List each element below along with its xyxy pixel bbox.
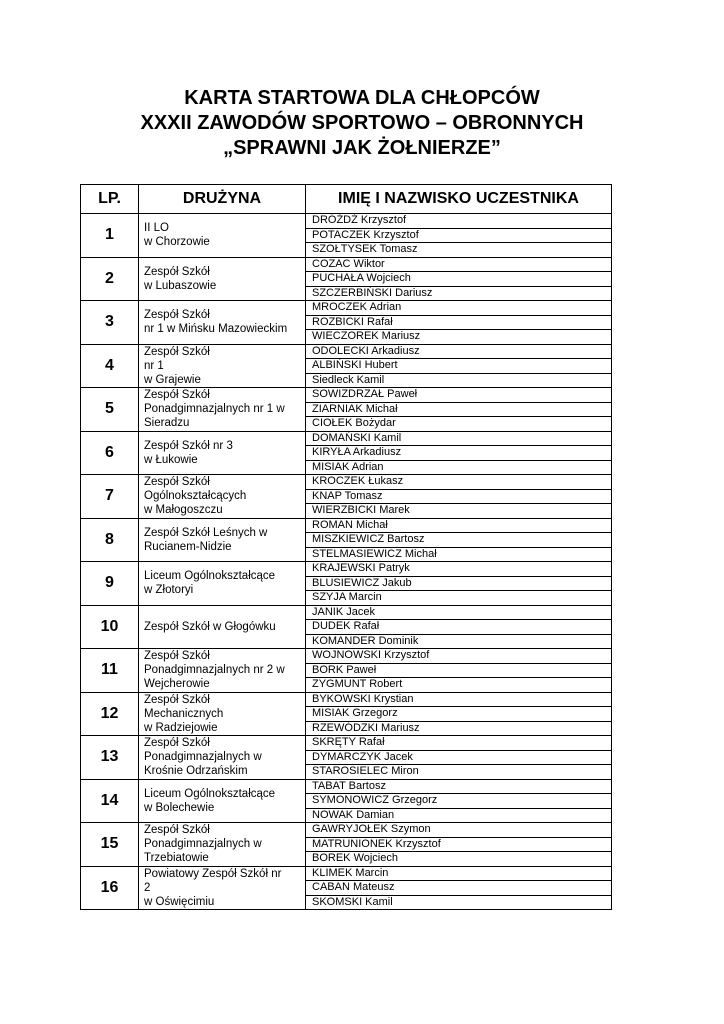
participant-name: SKOMSKI Kamil: [306, 895, 612, 910]
table-row: [81, 475, 612, 490]
team-cell: [139, 214, 306, 258]
team-number: 7: [81, 475, 139, 519]
participant-name: BORK Paweł: [306, 663, 612, 678]
team-number: 4: [81, 344, 139, 388]
participant-name: ODOLECKI Arkadiusz: [306, 344, 612, 359]
participant-name: MISZKIEWICZ Bartosz: [306, 533, 612, 548]
table-row: [81, 518, 612, 533]
team-name: Zespół Szkół Leśnych w Rucianem-Nidzie: [144, 526, 268, 553]
participant-name: MROCZEK Adrian: [306, 301, 612, 316]
team-name: Zespół Szkół nr 1 w Grajewie: [144, 345, 210, 386]
participant-name: ALBIŃSKI Hubert: [306, 359, 612, 374]
title-line-3: „SPRAWNI JAK ŻOŁNIERZE”: [223, 137, 501, 159]
participant-name: CIOŁEK Bożydar: [306, 417, 612, 432]
header-team: DRUŻYNA: [139, 185, 306, 214]
participant-name: BLUSIEWICZ Jakub: [306, 576, 612, 591]
team-cell: [139, 692, 306, 736]
participant-name: SZYJA Marcin: [306, 591, 612, 606]
participant-name: KRAJEWSKI Patryk: [306, 562, 612, 577]
table-row: [81, 388, 612, 403]
participant-name: MISIAK Adrian: [306, 460, 612, 475]
team-name: Zespół Szkół w Głogówku: [144, 620, 276, 633]
participant-name: JANIK Jacek: [306, 605, 612, 620]
table-row: [81, 736, 612, 751]
team-number: 6: [81, 431, 139, 475]
team-number: 1: [81, 214, 139, 258]
title-line-1: KARTA STARTOWA DLA CHŁOPCÓW: [184, 87, 540, 109]
participant-name: KROCZEK Łukasz: [306, 475, 612, 490]
participant-name: KNAP Tomasz: [306, 489, 612, 504]
team-cell: [139, 736, 306, 780]
table-row: [81, 692, 612, 707]
table-row: [81, 866, 612, 881]
team-cell: [139, 605, 306, 649]
participant-name: DRÓŻDŻ Krzysztof: [306, 214, 612, 229]
team-name: II LO w Chorzowie: [144, 222, 210, 249]
team-number: 12: [81, 692, 139, 736]
participant-name: CABAN Mateusz: [306, 881, 612, 896]
participant-name: SOWIZDRZAŁ Paweł: [306, 388, 612, 403]
team-name: Zespół Szkół w Lubaszowie: [144, 265, 217, 292]
team-cell: [139, 388, 306, 432]
team-name: Liceum Ogólnokształcące w Złotoryi: [144, 570, 276, 597]
team-cell: [139, 866, 306, 910]
team-number: 5: [81, 388, 139, 432]
participant-name: DUDEK Rafał: [306, 620, 612, 635]
participant-name: STAROSIELEC Miron: [306, 765, 612, 780]
participant-name: MATRUNIONEK Krzysztof: [306, 837, 612, 852]
team-number: 9: [81, 562, 139, 606]
title-line-2: XXXII ZAWODÓW SPORTOWO – OBRONNYCH: [140, 112, 584, 134]
team-cell: [139, 518, 306, 562]
table-row: [81, 605, 612, 620]
team-name: Powiatowy Zespół Szkół nr 2 w Oświęcimiu: [144, 867, 282, 908]
participant-name: SZOŁTYSEK Tomasz: [306, 243, 612, 258]
participant-name: COZAC Wiktor: [306, 257, 612, 272]
document-title: [0, 86, 724, 161]
participant-name: BOREK Wojciech: [306, 852, 612, 867]
team-name: Zespół Szkół Ponadgimnazjalnych w Trzebiatowie: [144, 824, 262, 865]
table-body: [81, 214, 612, 910]
table-header-row: [81, 185, 612, 214]
header-lp: LP.: [81, 185, 139, 214]
participant-name: POTACZEK Krzysztof: [306, 228, 612, 243]
participant-name: DYMARCZYK Jacek: [306, 750, 612, 765]
participant-name: KLIMEK Marcin: [306, 866, 612, 881]
table-row: [81, 562, 612, 577]
participant-name: WIERZBICKI Marek: [306, 504, 612, 519]
team-name: Zespół Szkół Mechanicznych w Radziejowie: [144, 693, 224, 734]
table-row: [81, 823, 612, 838]
team-name: Zespół Szkół nr 3 w Łukowie: [144, 439, 233, 466]
participant-name: ZYGMUNT Robert: [306, 678, 612, 693]
team-number: 15: [81, 823, 139, 867]
participant-name: SYMONOWICZ Grzegorz: [306, 794, 612, 809]
header-participant: IMIĘ I NAZWISKO UCZESTNIKA: [306, 185, 612, 214]
team-number: 10: [81, 605, 139, 649]
team-number: 16: [81, 866, 139, 910]
team-number: 11: [81, 649, 139, 693]
team-number: 14: [81, 779, 139, 823]
participant-name: SKRĘTY Rafał: [306, 736, 612, 751]
table-row: [81, 649, 612, 664]
participant-name: ZIARNIAK Michał: [306, 402, 612, 417]
team-name: Liceum Ogólnokształcące w Bolechewie: [144, 787, 276, 814]
table-row: [81, 779, 612, 794]
team-cell: [139, 257, 306, 301]
team-name: Zespół Szkół Ponadgimnazjalnych nr 1 w Sieradzu: [144, 389, 285, 430]
team-cell: [139, 562, 306, 606]
participant-name: MISIAK Grzegorz: [306, 707, 612, 722]
participant-name: RZEWÓDZKI Mariusz: [306, 721, 612, 736]
team-cell: [139, 344, 306, 388]
participant-name: ROZBICKI Rafał: [306, 315, 612, 330]
participant-name: ROMAN Michał: [306, 518, 612, 533]
table-row: [81, 344, 612, 359]
table-row: [81, 431, 612, 446]
table-row: [81, 214, 612, 229]
team-cell: [139, 649, 306, 693]
participant-name: KOMANDER Dominik: [306, 634, 612, 649]
table-row: [81, 301, 612, 316]
participant-name: TABAT Bartosz: [306, 779, 612, 794]
participant-name: WOJNOWSKI Krzysztof: [306, 649, 612, 664]
team-number: 8: [81, 518, 139, 562]
participant-name: DOMAŃSKI Kamil: [306, 431, 612, 446]
team-cell: [139, 823, 306, 867]
participant-name: KIRYŁA Arkadiusz: [306, 446, 612, 461]
team-cell: [139, 475, 306, 519]
team-name: Zespół Szkół Ponadgimnazjalnych w Krośnie Odrzańskim: [144, 737, 262, 778]
team-cell: [139, 431, 306, 475]
participant-name: SZCZERBIŃSKI Dariusz: [306, 286, 612, 301]
participant-name: STELMASIEWICZ Michał: [306, 547, 612, 562]
team-cell: [139, 301, 306, 345]
start-list-table: [80, 184, 612, 910]
team-name: Zespół Szkół Ponadgimnazjalnych nr 2 w Wejcherowie: [144, 650, 285, 691]
participant-name: NOWAK Damian: [306, 808, 612, 823]
team-number: 13: [81, 736, 139, 780]
team-name: Zespół Szkół Ogólnokształcących w Małogoszczu: [144, 476, 247, 517]
team-number: 2: [81, 257, 139, 301]
participant-name: GAWRYJOŁEK Szymon: [306, 823, 612, 838]
participant-name: WIECZOREK Mariusz: [306, 330, 612, 345]
team-name: Zespół Szkół nr 1 w Mińsku Mazowieckim: [144, 309, 288, 336]
participant-name: Siedleck Kamil: [306, 373, 612, 388]
participant-name: BYKOWSKI Krystian: [306, 692, 612, 707]
team-number: 3: [81, 301, 139, 345]
team-cell: [139, 779, 306, 823]
table-row: [81, 257, 612, 272]
participant-name: PUCHAŁA Wojciech: [306, 272, 612, 287]
